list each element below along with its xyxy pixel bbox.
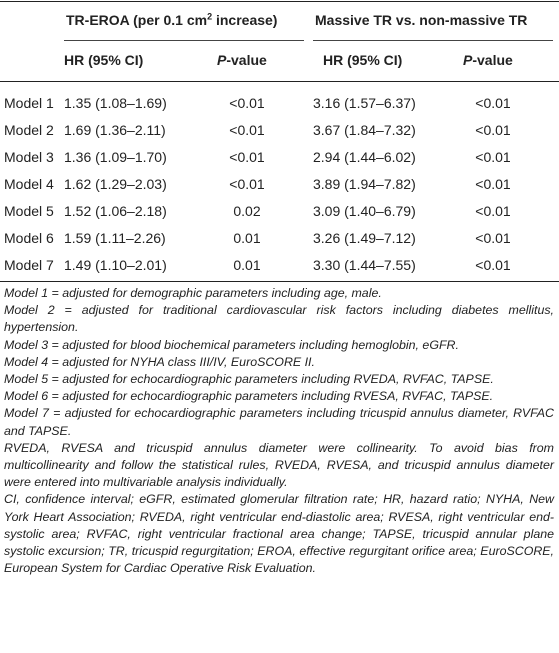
group-rule-left	[64, 40, 304, 41]
row-p-tr-eroa: 0.01	[233, 257, 261, 273]
col-header-p-2-rest: -value	[472, 52, 513, 68]
table-row	[0, 253, 559, 277]
row-hr-tr-eroa: 1.69 (1.36–2.11)	[64, 122, 166, 138]
row-p-massive: <0.01	[475, 176, 511, 192]
row-hr-massive: 3.67 (1.84–7.32)	[313, 122, 416, 138]
footnote-model-4: Model 4 = adjusted for NYHA class III/IV, EuroSCORE II.	[4, 354, 315, 369]
table-row	[0, 172, 559, 196]
table-row	[0, 91, 559, 115]
col-header-p-1	[217, 52, 267, 68]
row-hr-massive: 3.89 (1.94–7.82)	[313, 176, 416, 192]
row-model-label: Model 3	[4, 149, 54, 165]
row-model-label: Model 4	[4, 176, 54, 192]
row-p-tr-eroa: <0.01	[229, 122, 265, 138]
row-hr-massive: 3.26 (1.49–7.12)	[313, 230, 416, 246]
table-row	[0, 199, 559, 223]
row-model-label: Model 6	[4, 230, 54, 246]
row-hr-tr-eroa: 1.35 (1.08–1.69)	[64, 95, 167, 111]
row-hr-massive: 3.09 (1.40–6.79)	[313, 203, 416, 219]
bottom-rule	[0, 281, 559, 282]
row-hr-tr-eroa: 1.59 (1.11–2.26)	[64, 230, 166, 246]
row-hr-tr-eroa: 1.36 (1.09–1.70)	[64, 149, 167, 165]
footnote-abbreviations: CI, confidence interval; eGFR, estimated glomerular filtration rate; HR, hazard ratio; NYHA, New York Heart Association; RVEDA, right ventricular end-diastolic area; RVESA, right ventricular end-systolic area; RVFAC, right ventricular fractional area change; TAPSE, tricuspid annular plane systolic excursion; TR, tricuspid regurgitation; EROA, effective regurgitant orifice area; EuroSCORE, European System for Cardiac Operative Risk Evaluation.	[4, 492, 554, 576]
footnote-model-3: Model 3 = adjusted for blood biochemical parameters including hemoglobin, eGFR.	[4, 337, 459, 352]
row-model-label: Model 1	[4, 95, 54, 111]
row-p-tr-eroa: <0.01	[229, 95, 265, 111]
row-hr-massive: 3.30 (1.44–7.55)	[313, 257, 416, 273]
footnote-model-6: Model 6 = adjusted for echocardiographic parameters including RVESA, RVFAC, TAPSE.	[4, 389, 494, 404]
footnote-collinearity: RVEDA, RVESA and tricuspid annulus diameter were collinearity. To avoid bias from multicollinearity and follow the statistical rules, RVEDA, RVESA, and tricuspid annulus diameter were entered into multivariable analysis individually.	[4, 440, 554, 490]
row-hr-massive: 3.16 (1.57–6.37)	[313, 95, 416, 111]
row-p-massive: <0.01	[475, 95, 511, 111]
group-header-massive-tr: Massive TR vs. non-massive TR	[315, 12, 528, 28]
row-p-massive: <0.01	[475, 257, 511, 273]
col-header-p-2-italic: P	[463, 52, 473, 68]
col-header-p-1-rest: -value	[226, 52, 267, 68]
row-p-tr-eroa: <0.01	[229, 176, 265, 192]
row-model-label: Model 5	[4, 203, 54, 219]
row-hr-tr-eroa: 1.49 (1.10–2.01)	[64, 257, 167, 273]
row-p-massive: <0.01	[475, 149, 511, 165]
col-header-hr-1: HR (95% CI)	[64, 52, 144, 68]
footnote-model-1: Model 1 = adjusted for demographic parameters including age, male.	[4, 286, 382, 300]
group-header-tr-eroa-text: TR-EROA (per 0.1 cm	[66, 12, 208, 28]
table-row	[0, 226, 559, 250]
row-p-massive: <0.01	[475, 230, 511, 246]
col-header-p-1-italic: P	[217, 52, 227, 68]
col-header-hr-2: HR (95% CI)	[323, 52, 403, 68]
footnote-model-2: Model 2 = adjusted for traditional cardiovascular risk factors including diabetes mellitus, hypertension.	[4, 303, 554, 335]
group-rule-right	[313, 40, 553, 41]
row-model-label: Model 7	[4, 257, 54, 273]
row-p-massive: <0.01	[475, 203, 511, 219]
header-rule	[0, 81, 559, 82]
footnote-model-5: Model 5 = adjusted for echocardiographic parameters including RVEDA, RVFAC, TAPSE.	[4, 372, 494, 387]
group-header-tr-eroa-tail: increase)	[212, 12, 278, 28]
table-footnotes	[4, 285, 554, 577]
row-p-tr-eroa: 0.01	[233, 230, 261, 246]
table-row	[0, 145, 559, 169]
row-p-tr-eroa: 0.02	[233, 203, 261, 219]
row-hr-tr-eroa: 1.62 (1.29–2.03)	[64, 176, 167, 192]
row-hr-tr-eroa: 1.52 (1.06–2.18)	[64, 203, 167, 219]
footnote-model-7: Model 7 = adjusted for echocardiographic parameters including tricuspid annulus diameter, RVFAC and TAPSE.	[4, 406, 554, 438]
group-header-superscript: 2	[207, 11, 213, 22]
row-model-label: Model 2	[4, 122, 54, 138]
row-hr-massive: 2.94 (1.44–6.02)	[313, 149, 416, 165]
group-header-tr-eroa	[66, 12, 277, 28]
row-p-massive: <0.01	[475, 122, 511, 138]
row-p-tr-eroa: <0.01	[229, 149, 265, 165]
col-header-p-2	[463, 52, 513, 68]
top-rule	[0, 1, 559, 2]
table-row	[0, 118, 559, 142]
